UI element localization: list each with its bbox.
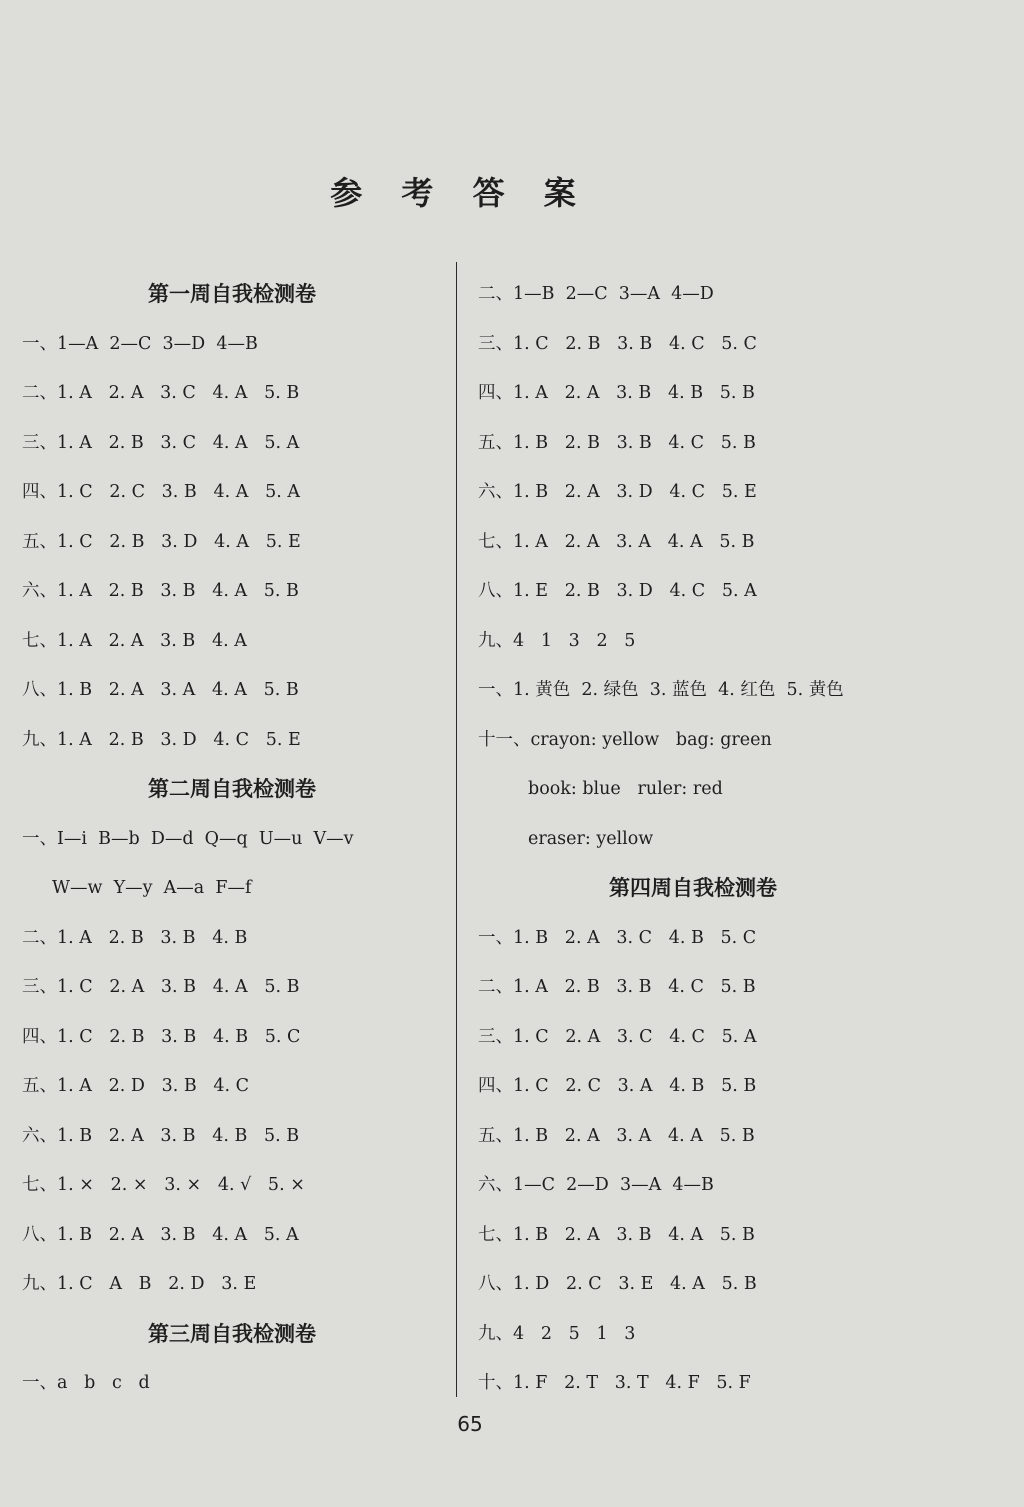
answer-row: 三、1. C 2. A 3. B 4. A 5. B xyxy=(22,977,300,997)
answer-row: 九、4 2 5 1 3 xyxy=(478,1323,636,1344)
answer-row: 九、4 1 3 2 5 xyxy=(478,630,636,651)
answer-row: 二、1. A 2. B 3. B 4. B xyxy=(22,927,248,948)
answer-row: 四、1. C 2. C 3. A 4. B 5. B xyxy=(478,1076,757,1096)
answer-row: 八、1. B 2. A 3. A 4. A 5. B xyxy=(22,680,299,700)
answer-row-continued: eraser: yellow xyxy=(528,828,654,849)
answer-row: 五、1. A 2. D 3. B 4. C xyxy=(22,1076,250,1096)
answer-row: 六、1. A 2. B 3. B 4. A 5. B xyxy=(22,581,299,601)
answer-row: 四、1. A 2. A 3. B 4. B 5. B xyxy=(478,383,755,403)
answer-row: 五、1. C 2. B 3. D 4. A 5. E xyxy=(22,531,301,552)
page-title: 参 考 答 案 xyxy=(330,174,590,212)
answer-row: 九、1. A 2. B 3. D 4. C 5. E xyxy=(22,729,301,750)
section-title-week4: 第四周自我检测卷 xyxy=(609,876,777,900)
answer-row-continued: book: blue ruler: red xyxy=(528,779,723,799)
answer-row: 九、1. C A B 2. D 3. E xyxy=(22,1274,257,1294)
answer-row: 十、1. F 2. T 3. T 4. F 5. F xyxy=(478,1373,751,1393)
section-title-week1: 第一周自我检测卷 xyxy=(148,282,316,306)
section-title-week2: 第二周自我检测卷 xyxy=(148,777,316,801)
answer-row: 三、1. C 2. A 3. C 4. C 5. A xyxy=(478,1026,757,1047)
answer-row: 八、1. D 2. C 3. E 4. A 5. B xyxy=(478,1274,757,1294)
answer-row: 八、1. B 2. A 3. B 4. A 5. A xyxy=(22,1224,299,1245)
answer-row: 四、1. C 2. B 3. B 4. B 5. C xyxy=(22,1026,301,1047)
answer-row: 三、1. C 2. B 3. B 4. C 5. C xyxy=(478,333,757,354)
answer-row: 二、1—B 2—C 3—A 4—D xyxy=(478,284,714,304)
answer-row: 六、1—C 2—D 3—A 4—B xyxy=(478,1175,714,1195)
section-title-week3: 第三周自我检测卷 xyxy=(148,1321,316,1346)
answer-row: 一、1. B 2. A 3. C 4. B 5. C xyxy=(478,927,757,948)
answer-row: 六、1. B 2. A 3. B 4. B 5. B xyxy=(22,1125,300,1146)
answer-row: 五、1. B 2. A 3. A 4. A 5. B xyxy=(478,1125,755,1146)
answer-row-continued: W—w Y—y A—a F—f xyxy=(52,878,252,898)
answer-row: 七、1. B 2. A 3. B 4. A 5. B xyxy=(478,1224,755,1245)
left-column xyxy=(22,270,442,1409)
right-column xyxy=(478,270,908,1409)
answer-row: 四、1. C 2. C 3. B 4. A 5. A xyxy=(22,482,300,502)
answer-row: 二、1. A 2. B 3. B 4. C 5. B xyxy=(478,977,756,997)
answer-row: 一、a b c d xyxy=(22,1373,150,1393)
column-divider xyxy=(456,262,457,1397)
answer-row: 七、1. A 2. A 3. B 4. A xyxy=(22,630,247,651)
answer-row: 八、1. E 2. B 3. D 4. C 5. A xyxy=(478,581,757,601)
answer-row: 六、1. B 2. A 3. D 4. C 5. E xyxy=(478,482,757,502)
answer-row: 一、1. 黄色 2. 绿色 3. 蓝色 4. 红色 5. 黄色 xyxy=(478,680,844,700)
page-number: 65 xyxy=(457,1412,483,1436)
answer-row: 一、I—i B—b D—d Q—q U—u V—v xyxy=(22,828,354,849)
answer-row: 二、1. A 2. A 3. C 4. A 5. B xyxy=(22,383,300,403)
answer-row: 三、1. A 2. B 3. C 4. A 5. A xyxy=(22,432,300,453)
answer-row: 七、1. A 2. A 3. A 4. A 5. B xyxy=(478,531,755,552)
answer-row: 七、1. × 2. × 3. × 4. √ 5. × xyxy=(22,1175,305,1195)
answer-row: 五、1. B 2. B 3. B 4. C 5. B xyxy=(478,432,756,453)
answer-row: 一、1—A 2—C 3—D 4—B xyxy=(22,333,258,354)
answer-row: 十一、crayon: yellow bag: green xyxy=(478,729,772,750)
